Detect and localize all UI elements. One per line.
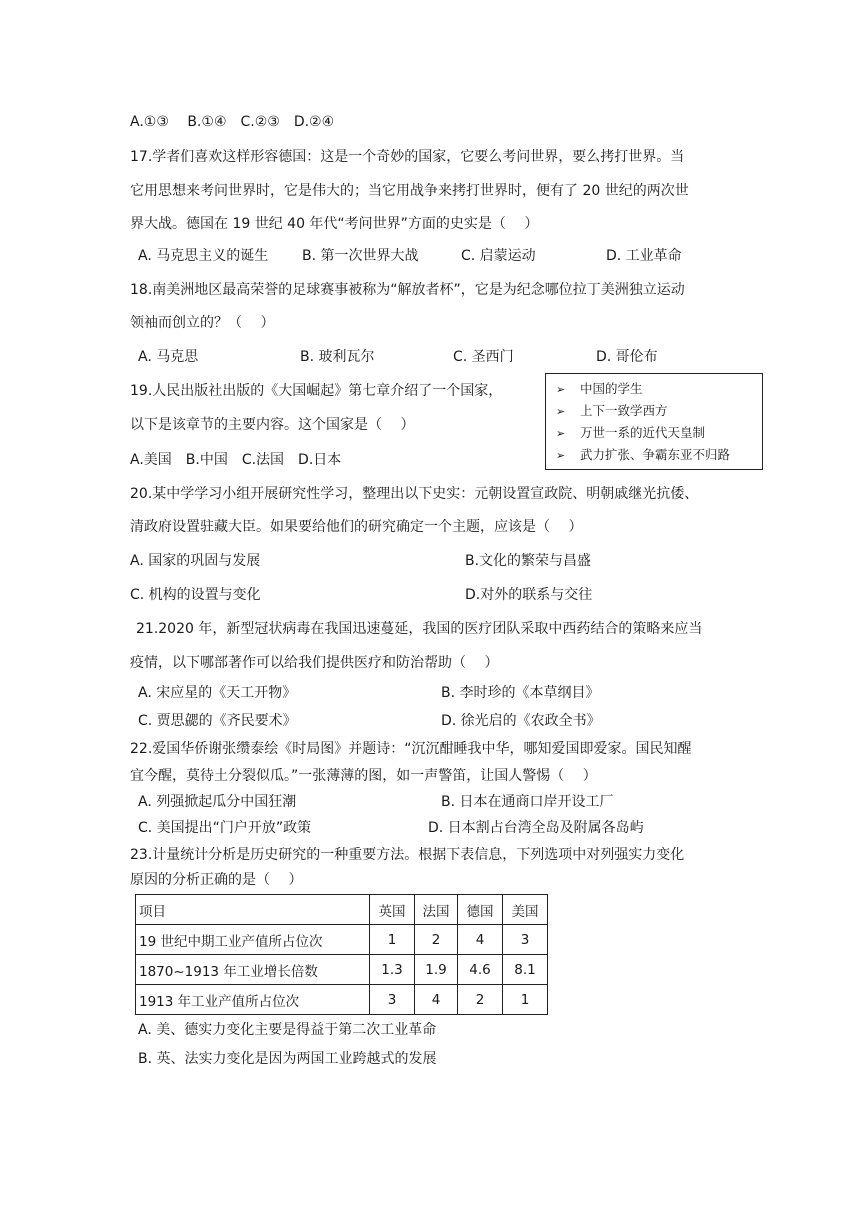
table-header-cell: 德国 xyxy=(458,895,503,925)
table-row xyxy=(136,925,548,955)
q18-option-a: A. 马克思 xyxy=(138,349,199,365)
q17-option-a: A. 马克思主义的诞生 xyxy=(138,248,269,264)
table-row xyxy=(136,985,548,1015)
q18-option-d: D. 哥伦布 xyxy=(596,349,658,365)
q18-option-c: C. 圣西门 xyxy=(453,349,514,365)
q20-option-a: A. 国家的巩固与发展 xyxy=(130,553,261,569)
q19-box-item: ➢ 武力扩张、争霸东亚不归路 xyxy=(556,444,762,466)
q19-stem-line-1: 19.人民出版社出版的《大国崛起》第七章介绍了一个国家， xyxy=(130,383,503,399)
q20-stem-line-2: 清政府设置驻藏大臣。如果要给他们的研究确定一个主题，应该是（ ） xyxy=(130,519,583,535)
q21-stem-line-2: 疫情，以下哪部著作可以给我们提供医疗和防治帮助（ ） xyxy=(130,655,499,671)
q20-option-c: C. 机构的设置与变化 xyxy=(130,587,261,603)
q21-option-b: B. 李时珍的《本草纲目》 xyxy=(441,685,600,701)
table-cell: 1870~1913 年工业增长倍数 xyxy=(136,955,370,985)
q17-stem-line-1: 17.学者们喜欢这样形容德国：这是一个奇妙的国家，它要么考问世界，要么拷打世界。当 xyxy=(130,149,685,165)
q23-option-a: A. 美、德实力变化主要是得益于第二次工业革命 xyxy=(138,1022,437,1038)
table-cell: 3 xyxy=(370,985,415,1015)
industry-stats-table xyxy=(135,894,548,1015)
q17-stem-line-2: 它用思想来考问世界时，它是伟大的；当它用战争来拷打世界时，便有了 20 世纪的两次世 xyxy=(130,183,689,199)
q22-option-c: C. 美国提出“门户开放”政策 xyxy=(138,820,312,836)
q16-options: A.①③ B.①④ C.②③ D.②④ xyxy=(130,114,335,130)
q21-stem-line-1: 21.2020 年，新型冠状病毒在我国迅速蔓延，我国的医疗团队采取中西药结合的策略来应当 xyxy=(136,621,703,637)
table-cell: 1.3 xyxy=(370,955,415,985)
table-cell: 1913 年工业产值所占位次 xyxy=(136,985,370,1015)
table-cell: 2 xyxy=(415,925,458,955)
q23-option-b: B. 英、法实力变化是因为两国工业跨越式的发展 xyxy=(138,1051,437,1067)
table-header-cell: 法国 xyxy=(415,895,458,925)
table-header-row xyxy=(136,895,548,925)
table-cell: 4 xyxy=(415,985,458,1015)
q22-stem-line-2: 宜今醒，莫待土分裂似瓜。”一张薄薄的图，如一声警笛，让国人警惕（ ） xyxy=(130,768,597,784)
q23-stem-line-1: 23.计量统计分析是历史研究的一种重要方法。根据下表信息，下列选项中对列强实力变化 xyxy=(130,847,685,863)
q22-option-b: B. 日本在通商口岸开设工厂 xyxy=(441,794,614,810)
q19-options: A.美国 B.中国 C.法国 D.日本 xyxy=(130,452,342,468)
q21-option-a: A. 宋应星的《天工开物》 xyxy=(138,685,297,701)
q17-option-d: D. 工业革命 xyxy=(606,248,682,264)
q22-option-a: A. 列强掀起瓜分中国狂潮 xyxy=(138,794,297,810)
table-header-cell: 英国 xyxy=(370,895,415,925)
arrow-bullet-icon: ➢ xyxy=(556,405,566,418)
q17-stem-line-3: 界大战。德国在 19 世纪 40 年代“考问世界”方面的史实是（ ） xyxy=(130,216,539,232)
table-header-cell: 项目 xyxy=(136,895,370,925)
table-cell: 1.9 xyxy=(415,955,458,985)
arrow-bullet-icon: ➢ xyxy=(556,449,566,462)
q18-option-b: B. 玻利瓦尔 xyxy=(300,349,375,365)
table-cell: 1 xyxy=(370,925,415,955)
q20-option-d: D.对外的联系与交往 xyxy=(465,587,593,603)
q20-option-b: B.文化的繁荣与昌盛 xyxy=(465,553,592,569)
q19-box-item: ➢ 中国的学生 xyxy=(556,378,762,400)
q21-option-c: C. 贾思勰的《齐民要术》 xyxy=(138,713,297,729)
q20-stem-line-1: 20.某中学学习小组开展研究性学习，整理出以下史实：元朝设置宣政院、明朝戚继光抗倭、 xyxy=(130,486,699,502)
table-cell: 8.1 xyxy=(503,955,548,985)
table-cell: 3 xyxy=(503,925,548,955)
q21-option-d: D. 徐光启的《农政全书》 xyxy=(441,713,601,729)
table-cell: 1 xyxy=(503,985,548,1015)
table-header-cell: 美国 xyxy=(503,895,548,925)
table-row xyxy=(136,955,548,985)
table-cell: 4 xyxy=(458,925,503,955)
q17-option-c: C. 启蒙运动 xyxy=(461,248,536,264)
q19-stem-line-2: 以下是该章节的主要内容。这个国家是（ ） xyxy=(130,417,415,433)
table-cell: 19 世纪中期工业产值所占位次 xyxy=(136,925,370,955)
q18-stem-line-1: 18.南美洲地区最高荣誉的足球赛事被称为“解放者杯”，它是为纪念哪位拉丁美洲独立运动 xyxy=(130,282,685,298)
q19-content-box xyxy=(545,373,763,470)
q18-stem-line-2: 领袖而创立的？（ ） xyxy=(130,315,275,331)
q19-box-item: ➢ 万世一系的近代天皇制 xyxy=(556,422,762,444)
q19-box-item: ➢ 上下一致学西方 xyxy=(556,400,762,422)
arrow-bullet-icon: ➢ xyxy=(556,383,566,396)
q22-option-d: D. 日本割占台湾全岛及附属各岛屿 xyxy=(428,820,644,836)
table-cell: 2 xyxy=(458,985,503,1015)
q22-stem-line-1: 22.爱国华侨谢张缵泰绘《时局图》并题诗：“沉沉酣睡我中华，哪知爱国即爱家。国民知醒 xyxy=(130,741,692,757)
arrow-bullet-icon: ➢ xyxy=(556,427,566,440)
table-cell: 4.6 xyxy=(458,955,503,985)
q17-option-b: B. 第一次世界大战 xyxy=(302,248,419,264)
q23-stem-line-2: 原因的分析正确的是（ ） xyxy=(130,872,303,888)
